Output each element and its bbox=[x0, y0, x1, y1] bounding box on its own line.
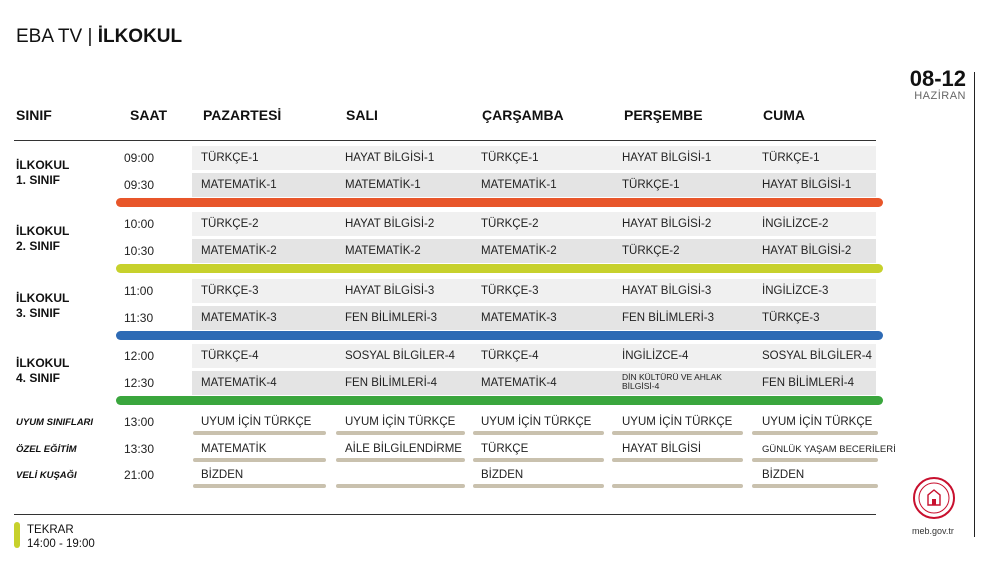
lesson-cell: SOSYAL BİLGİLER-4 bbox=[762, 350, 872, 362]
page-title bbox=[16, 26, 182, 48]
time-slot: 13:00 bbox=[124, 415, 155, 429]
lesson-cell: GÜNLÜK YAŞAM BECERİLERİ bbox=[762, 444, 896, 455]
brand-label: EBA TV | bbox=[16, 26, 93, 47]
lesson-cell: TÜRKÇE-3 bbox=[762, 312, 820, 324]
lesson-cell: UYUM İÇİN TÜRKÇE bbox=[481, 416, 592, 428]
tekrar-info bbox=[27, 523, 95, 551]
lesson-cell: TÜRKÇE-2 bbox=[201, 218, 259, 230]
lesson-cell: UYUM İÇİN TÜRKÇE bbox=[622, 416, 733, 428]
time-slot: 11:00 bbox=[124, 284, 154, 298]
cell-underline bbox=[336, 431, 465, 435]
footer-divider bbox=[14, 514, 876, 515]
grade-label bbox=[16, 224, 69, 254]
lesson-cell: UYUM İÇİN TÜRKÇE bbox=[762, 416, 873, 428]
lesson-cell: HAYAT BİLGİSİ-2 bbox=[345, 218, 435, 230]
cell-underline bbox=[193, 431, 326, 435]
lesson-cell: MATEMATİK-3 bbox=[481, 312, 557, 324]
lesson-cell: TÜRKÇE-4 bbox=[201, 350, 259, 362]
time-slot: 11:30 bbox=[124, 311, 154, 325]
grade-label-line2: 3. SINIF bbox=[16, 306, 61, 320]
grade-label-line1: İLKOKUL bbox=[16, 291, 70, 305]
lesson-cell: TÜRKÇE bbox=[481, 443, 529, 455]
lesson-cell: İNGİLİZCE-4 bbox=[622, 350, 689, 362]
lesson-cell: MATEMATİK-2 bbox=[345, 245, 421, 257]
grade-label-line2: 1. SINIF bbox=[16, 173, 61, 187]
column-header: SALI bbox=[346, 107, 378, 123]
grade-label-line2: 2. SINIF bbox=[16, 239, 61, 253]
lesson-cell: TÜRKÇE-1 bbox=[481, 152, 539, 164]
lesson-cell: MATEMATİK-2 bbox=[481, 245, 557, 257]
lesson-cell: UYUM İÇİN TÜRKÇE bbox=[345, 416, 456, 428]
lesson-cell: MATEMATİK-3 bbox=[201, 312, 277, 324]
column-header: SAAT bbox=[130, 107, 168, 123]
lesson-cell: FEN BİLİMLERİ-3 bbox=[345, 312, 438, 324]
lesson-cell: BİZDEN bbox=[481, 469, 524, 481]
lesson-cell: HAYAT BİLGİSİ-2 bbox=[622, 218, 712, 230]
lesson-cell: HAYAT BİLGİSİ-3 bbox=[345, 285, 435, 297]
cell-underline bbox=[752, 484, 878, 488]
program-label: VELİ KUŞAĞI bbox=[16, 470, 77, 481]
time-slot: 09:30 bbox=[124, 178, 155, 192]
grade-label-line1: İLKOKUL bbox=[16, 158, 70, 172]
lesson-cell: TÜRKÇE-2 bbox=[481, 218, 539, 230]
grade-label bbox=[16, 356, 69, 386]
lesson-cell: FEN BİLİMLERİ-4 bbox=[345, 377, 438, 389]
lesson-cell: TÜRKÇE-4 bbox=[481, 350, 539, 362]
tekrar-label: TEKRAR bbox=[27, 524, 74, 536]
vertical-divider bbox=[974, 72, 975, 537]
cell-underline bbox=[612, 431, 743, 435]
lesson-cell: TÜRKÇE-3 bbox=[481, 285, 539, 297]
lesson-cell: DİN KÜLTÜRÜ VE AHLAK BİLGİSİ-4 bbox=[622, 372, 722, 391]
grade-color-bar bbox=[116, 331, 883, 340]
lesson-cell: TÜRKÇE-2 bbox=[622, 245, 680, 257]
lesson-cell: FEN BİLİMLERİ-4 bbox=[762, 377, 855, 389]
grade-color-bar bbox=[116, 198, 883, 207]
cell-underline bbox=[336, 484, 465, 488]
lesson-cell: İNGİLİZCE-3 bbox=[762, 285, 829, 297]
column-header: PERŞEMBE bbox=[624, 107, 703, 123]
lesson-cell: BİZDEN bbox=[201, 469, 244, 481]
lesson-cell: MATEMATİK bbox=[201, 443, 267, 455]
cell-underline bbox=[752, 458, 878, 462]
lesson-cell: UYUM İÇİN TÜRKÇE bbox=[201, 416, 312, 428]
lesson-cell: SOSYAL BİLGİLER-4 bbox=[345, 350, 455, 362]
lesson-cell: İNGİLİZCE-2 bbox=[762, 218, 829, 230]
section-label: İLKOKUL bbox=[97, 26, 183, 47]
lesson-cell: TÜRKÇE-3 bbox=[201, 285, 259, 297]
grade-label bbox=[16, 158, 69, 188]
time-slot: 12:00 bbox=[124, 349, 155, 363]
cell-underline bbox=[752, 431, 878, 435]
cell-underline bbox=[612, 484, 743, 488]
site-url: meb.gov.tr bbox=[912, 526, 954, 536]
column-header: PAZARTESİ bbox=[203, 107, 282, 123]
column-header: ÇARŞAMBA bbox=[482, 107, 564, 123]
program-label: UYUM SINIFLARI bbox=[16, 417, 94, 428]
date-range-month: HAZİRAN bbox=[914, 90, 966, 102]
lesson-cell: TÜRKÇE-1 bbox=[622, 179, 680, 191]
lesson-cell: MATEMATİK-4 bbox=[481, 377, 557, 389]
lesson-cell: HAYAT BİLGİSİ-1 bbox=[762, 179, 852, 191]
lesson-cell: MATEMATİK-1 bbox=[345, 179, 421, 191]
lesson-cell: MATEMATİK-4 bbox=[201, 377, 277, 389]
time-slot: 09:00 bbox=[124, 151, 155, 165]
grade-label bbox=[16, 291, 69, 321]
cell-underline bbox=[473, 484, 604, 488]
lesson-cell: HAYAT BİLGİSİ bbox=[622, 443, 702, 455]
lesson-cell: MATEMATİK-2 bbox=[201, 245, 277, 257]
grade-label-line1: İLKOKUL bbox=[16, 224, 70, 238]
lesson-cell: TÜRKÇE-1 bbox=[762, 152, 820, 164]
cell-underline bbox=[193, 484, 326, 488]
date-range bbox=[910, 68, 966, 102]
program-label: ÖZEL EĞİTİM bbox=[16, 444, 77, 455]
lesson-cell: MATEMATİK-1 bbox=[201, 179, 277, 191]
tekrar-time: 14:00 - 19:00 bbox=[27, 538, 95, 550]
lesson-cell: FEN BİLİMLERİ-3 bbox=[622, 312, 715, 324]
grade-label-line1: İLKOKUL bbox=[16, 356, 70, 370]
column-header: SINIF bbox=[16, 107, 52, 123]
lesson-cell: HAYAT BİLGİSİ-1 bbox=[345, 152, 435, 164]
date-range-days: 08-12 bbox=[909, 66, 966, 91]
cell-underline bbox=[193, 458, 326, 462]
cell-underline bbox=[336, 458, 465, 462]
lesson-cell: BİZDEN bbox=[762, 469, 805, 481]
tekrar-color-bar bbox=[14, 522, 20, 548]
cell-underline bbox=[473, 458, 604, 462]
lesson-cell: HAYAT BİLGİSİ-1 bbox=[622, 152, 712, 164]
time-slot: 12:30 bbox=[124, 376, 155, 390]
header-divider bbox=[14, 140, 876, 141]
grade-label-line2: 4. SINIF bbox=[16, 371, 61, 385]
meb-logo-icon bbox=[912, 476, 956, 520]
time-slot: 21:00 bbox=[124, 468, 155, 482]
lesson-cell: HAYAT BİLGİSİ-2 bbox=[762, 245, 852, 257]
time-slot: 10:30 bbox=[124, 244, 155, 258]
lesson-cell: AİLE BİLGİLENDİRME bbox=[345, 443, 462, 455]
lesson-cell: TÜRKÇE-1 bbox=[201, 152, 259, 164]
cell-underline bbox=[473, 431, 604, 435]
time-slot: 13:30 bbox=[124, 442, 155, 456]
lesson-cell: HAYAT BİLGİSİ-3 bbox=[622, 285, 712, 297]
time-slot: 10:00 bbox=[124, 217, 155, 231]
column-header: CUMA bbox=[763, 107, 805, 123]
cell-underline bbox=[612, 458, 743, 462]
grade-color-bar bbox=[116, 264, 883, 273]
grade-color-bar bbox=[116, 396, 883, 405]
lesson-cell: MATEMATİK-1 bbox=[481, 179, 557, 191]
